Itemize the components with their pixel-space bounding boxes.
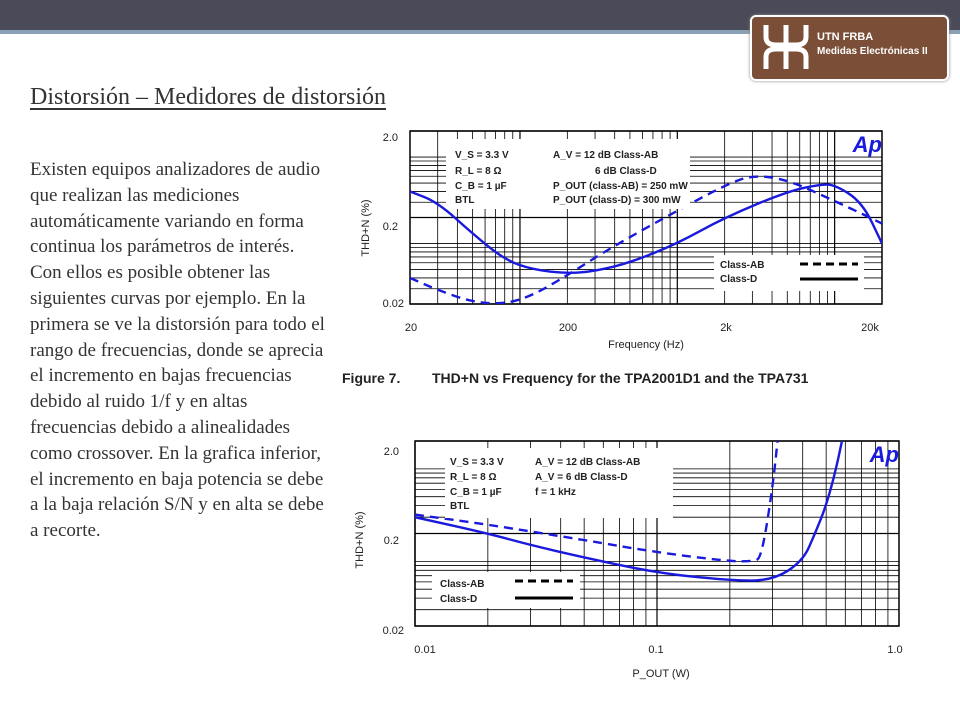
- utn-logo-badge: [750, 15, 949, 81]
- chart1-xtick-200: 200: [558, 322, 578, 334]
- thd-vs-power-chart: [345, 425, 910, 682]
- chart1-ylabel: THD+N (%): [360, 199, 372, 257]
- chart2-cond-av-ab: A_V = 12 dB Class-AB: [535, 457, 641, 468]
- chart1-cond-av-d: 6 dB Class-D: [595, 166, 657, 177]
- chart1-ytick-002: 0.02: [382, 298, 404, 310]
- chart1-ap-logo: Ap: [852, 132, 882, 157]
- logo-title: UTN FRBA: [817, 31, 874, 43]
- chart1-legend-d: Class-D: [720, 274, 758, 285]
- chart1-cond-cb: C_B = 1 µF: [455, 181, 507, 192]
- chart1-cond-rl: R_L = 8 Ω: [455, 166, 502, 177]
- slide-body-text: Existen equipos analizadores de audio que realizan las mediciones automáticamente variando en forma continua los parámetros de interés. Con ellos es posible obtener las siguientes curvas por ejemplo. En la primera se ve la distorsión para todo el rango de frecuencias, donde se aprecia el incremento en bajas frecuencias debido al ruido 1/f y en altas frecuencias debido a alinealidades como crossover. En la grafica inferior, el incremento en baja potencia se debe a la baja relación S/N y en alta se debe a recorte.: [30, 159, 325, 542]
- chart1-ytick-2: 2.0: [382, 132, 398, 144]
- figure-number: Figure 7.: [342, 370, 401, 386]
- chart2-legend-ab: Class-AB: [440, 579, 485, 590]
- chart1-legend-ab: Class-AB: [720, 260, 765, 271]
- figure-caption-text: THD+N vs Frequency for the TPA2001D1 and the TPA731: [432, 370, 809, 386]
- chart2-ytick-02: 0.2: [383, 535, 399, 547]
- chart2-xtick-1: 1.0: [887, 644, 903, 656]
- chart2-cond-btl: BTL: [450, 501, 470, 512]
- thd-vs-frequency-chart: [345, 120, 905, 360]
- chart2-ytick-2: 2.0: [383, 446, 399, 458]
- utn-logo-icon: [762, 25, 810, 69]
- slide-title: Distorsión – Medidores de distorsión: [30, 84, 386, 110]
- figure-caption: [342, 370, 808, 386]
- chart1-cond-btl: BTL: [455, 195, 475, 206]
- chart2-ytick-002: 0.02: [382, 625, 404, 637]
- chart2-ylabel: THD+N (%): [354, 511, 366, 569]
- chart1-cond-pout-d: P_OUT (class-D) = 300 mW: [553, 195, 681, 206]
- chart1-ytick-02: 0.2: [382, 221, 398, 233]
- logo-subtitle: Medidas Electrónicas II: [817, 46, 928, 57]
- chart1-cond-av: A_V = 12 dB Class-AB: [553, 150, 659, 161]
- chart1-xtick-2k: 2k: [720, 322, 732, 334]
- chart1-xtick-20k: 20k: [861, 322, 879, 334]
- chart2-xtick-001: 0.01: [414, 644, 436, 656]
- chart2-xlabel: P_OUT (W): [632, 668, 690, 680]
- chart2-cond-vs: V_S = 3.3 V: [450, 457, 504, 468]
- chart2-xtick-01: 0.1: [648, 644, 664, 656]
- chart2-cond-freq: f = 1 kHz: [535, 487, 576, 498]
- chart2-cond-cb: C_B = 1 µF: [450, 487, 502, 498]
- chart2-cond-av-d: A_V = 6 dB Class-D: [535, 472, 628, 483]
- chart2-ap-logo: Ap: [869, 442, 899, 467]
- chart1-xtick-20: 20: [404, 322, 418, 334]
- chart1-cond-vs: V_S = 3.3 V: [455, 150, 509, 161]
- chart2-cond-rl: R_L = 8 Ω: [450, 472, 497, 483]
- chart2-legend-d: Class-D: [440, 594, 478, 605]
- chart1-cond-pout-ab: P_OUT (class-AB) = 250 mW: [553, 181, 688, 192]
- chart1-xlabel: Frequency (Hz): [608, 339, 684, 351]
